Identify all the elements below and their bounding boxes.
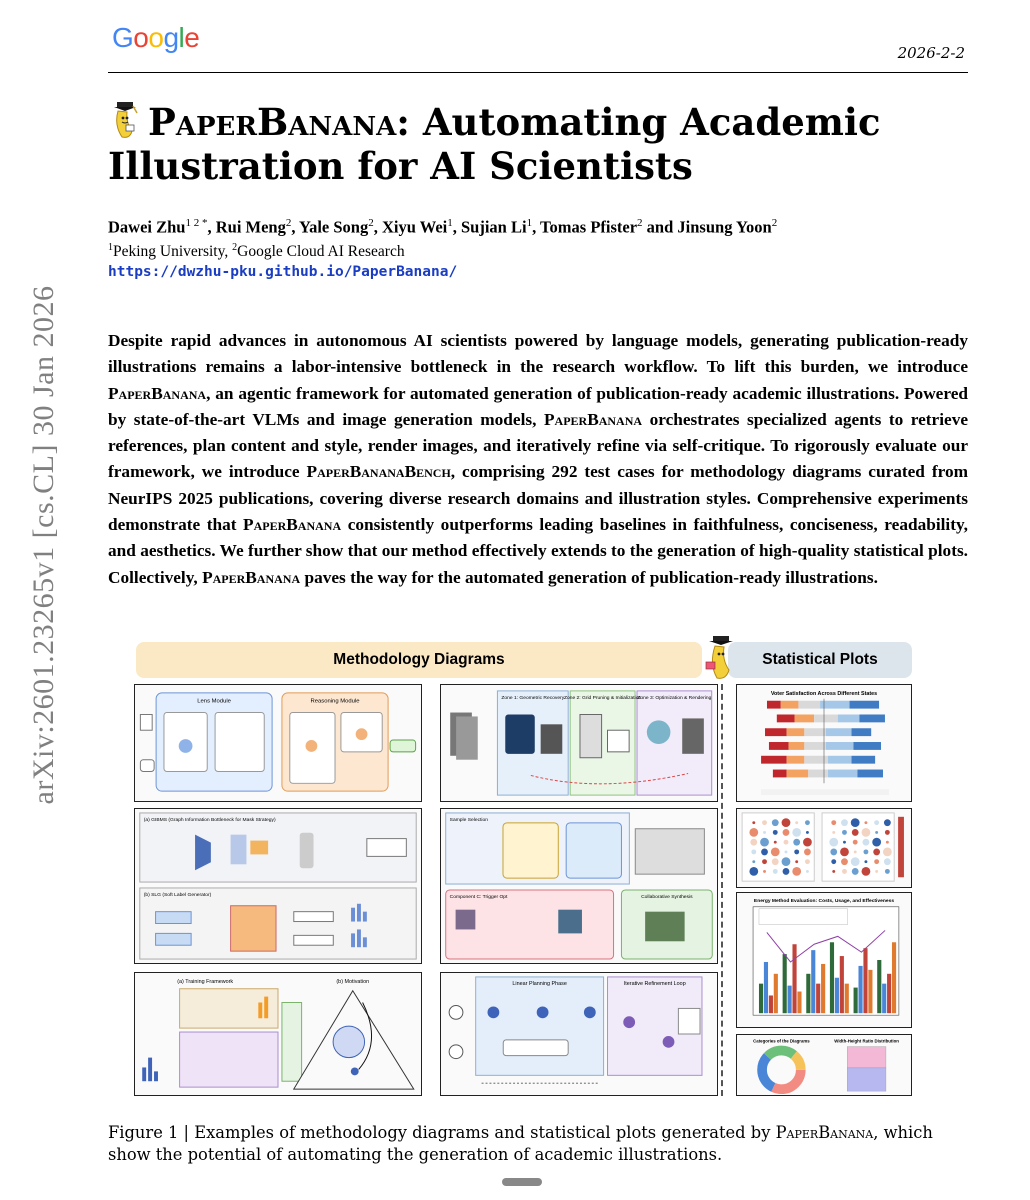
affiliations: $^1$Peking University, $^2$Google Cloud AI Research	[108, 242, 405, 261]
bubble-mark	[773, 869, 778, 874]
energy-bar	[877, 960, 881, 1013]
energy-bar	[854, 988, 858, 1014]
abstract-text: Despite rapid advances in autonomous AI scientists powered by language models, generating publication-ready illustrations remains a labor-intensive bottleneck in the research workflow. To lift this burden, we introduce	[108, 331, 968, 377]
energy-bar	[816, 984, 820, 1014]
energy-bar	[858, 966, 862, 1013]
bubble-mark	[875, 831, 878, 834]
energy-bar	[840, 956, 844, 1013]
tile-label: Linear Planning Phase	[512, 980, 567, 987]
scrollbar-handle[interactable]	[502, 1178, 542, 1186]
diagram-trigger	[441, 809, 717, 963]
affil-name: Google Cloud AI Research	[237, 243, 405, 261]
bubble-mark	[883, 848, 892, 857]
bubble-mark	[853, 840, 858, 845]
author-affil: 2	[637, 217, 643, 229]
plot-title: Voter Satisfaction Across Different States	[770, 690, 878, 697]
arxiv-stamp-text: arXiv:2601.23265v1 [cs.CL] 30 Jan 2026	[27, 285, 60, 805]
energy-bar	[835, 978, 839, 1013]
diagram-planning	[441, 973, 717, 1095]
bubble-mark	[863, 849, 868, 854]
statistical-header: Statistical Plots	[728, 642, 912, 678]
plot-energy	[737, 893, 911, 1027]
energy-bar	[863, 948, 867, 1013]
bubble-mark	[783, 868, 790, 875]
figure-1	[132, 640, 914, 1102]
diagram-tile-gibms-slg	[134, 808, 422, 964]
bubble-mark	[782, 818, 791, 827]
tile-label: Sample Selection	[449, 817, 488, 823]
bubble-mark	[863, 839, 870, 846]
bubble-mark	[864, 860, 867, 863]
diagram-tile-training	[134, 972, 422, 1096]
bubble-mark	[841, 819, 848, 826]
bubble-mark	[794, 849, 799, 854]
tile-label: Component C: Trigger Opt	[449, 894, 508, 900]
bubble-mark	[886, 841, 889, 844]
bubble-mark	[872, 838, 881, 847]
abstract-text: orchestrates specialized agents to retrieve references, plan content and style, render images, and iteratively refine via self-critique. To rigorously evaluate our framework, we introduce	[108, 409, 969, 482]
bubble-mark	[852, 829, 859, 836]
bubble-mark	[749, 828, 758, 837]
energy-bar	[845, 984, 849, 1014]
bubble-mark	[783, 829, 790, 836]
panel-divider	[721, 684, 723, 1096]
plot-title: Energy Method Evaluation: Costs, Usage, and Effectiveness	[753, 898, 895, 904]
bubble-mark	[884, 858, 891, 865]
bubble-mark	[852, 868, 859, 875]
bubble-mark	[804, 848, 811, 855]
plot-title: Width-Height Ratio Distribution	[834, 1038, 899, 1044]
energy-bar	[882, 984, 886, 1014]
plot-tile-energy	[736, 892, 912, 1028]
energy-bar	[783, 954, 787, 1013]
diagram-gibms-slg	[135, 809, 421, 963]
bubble-mark	[792, 828, 801, 837]
bubble-mark	[843, 841, 846, 844]
energy-bar	[887, 974, 891, 1013]
energy-bar	[797, 992, 801, 1014]
author-name: Sujian Li	[461, 217, 527, 237]
bubble-mark	[851, 818, 860, 827]
paper-title	[108, 100, 968, 188]
banana-mascot-icon	[704, 634, 738, 682]
bubble-mark	[832, 831, 835, 834]
bubble-mark	[795, 860, 798, 863]
energy-bar	[821, 964, 825, 1013]
energy-bar	[764, 962, 768, 1013]
bubble-mark	[842, 830, 847, 835]
tile-label: Zone 1: Geometric Recovery	[501, 695, 565, 701]
paper-title-line2: Illustration for AI Scientists	[108, 144, 693, 188]
google-logo: Google	[112, 22, 200, 53]
bubble-mark	[792, 867, 801, 876]
diagram-tile-zones	[440, 684, 718, 802]
bubble-mark	[762, 859, 767, 864]
bubble-mark	[793, 839, 800, 846]
bubble-mark	[840, 848, 849, 857]
bubble-mark	[752, 821, 755, 824]
bubble-mark	[806, 870, 809, 873]
affil-marker: 1	[108, 242, 113, 253]
energy-bar	[892, 942, 896, 1013]
bubble-mark	[885, 830, 890, 835]
bubble-mark	[763, 831, 766, 834]
methodology-header: Methodology Diagrams	[136, 642, 702, 678]
bubble-mark	[864, 821, 867, 824]
plot-tile-voter	[736, 684, 912, 802]
caption-text: Figure 1 | Examples of methodology diagrams and statistical plots generated by	[108, 1123, 776, 1142]
bubble-mark	[773, 830, 778, 835]
tile-label: (a) GIBMS (Graph Information Bottleneck for Mask Strategy)	[143, 817, 276, 823]
bubble-mark	[761, 848, 768, 855]
diagram-zones	[441, 685, 717, 801]
bubble-mark	[803, 838, 812, 847]
energy-bar	[788, 986, 792, 1014]
tile-label: Zone 2: Grid Pruning & Initialization	[563, 695, 642, 701]
author-name: Dawei Zhu	[108, 217, 186, 237]
tile-label: (a) Training Framework	[177, 978, 234, 985]
bubble-mark	[806, 831, 809, 834]
bubble-mark	[772, 858, 779, 865]
author-name: Xiyu Wei	[381, 217, 448, 237]
tile-label: Reasoning Module	[310, 698, 360, 705]
paper-title-line1: : Automating Academic	[396, 100, 881, 144]
author-name: Tomas Pfister	[540, 217, 638, 237]
plot-title: Categories of the Diagrams	[753, 1038, 810, 1044]
bubble-mark	[841, 858, 848, 865]
energy-bar	[759, 984, 763, 1014]
bubble-mark	[884, 819, 891, 826]
author-name: Jinsung Yoon	[677, 217, 772, 237]
bubble-mark	[830, 848, 837, 855]
figure-caption	[108, 1122, 968, 1166]
author-affil: 1 2 *	[185, 217, 208, 229]
bubble-mark	[875, 870, 878, 873]
bubble-mark	[760, 838, 769, 847]
bubble-mark	[774, 841, 777, 844]
abstract-text: consistently outperforms leading baselines in faithfulness, conciseness, readability, and aesthetics. We further show that our method effectively extends to the generation of high-quality statistical plots. Collectively,	[108, 515, 968, 587]
plot-tile-categories	[736, 1034, 912, 1096]
author-affil: 2	[285, 217, 292, 229]
banana-mascot-icon	[108, 101, 142, 141]
voter-bars	[761, 701, 885, 778]
diagram-training	[135, 973, 421, 1095]
abstract-name: PaperBanana	[543, 409, 643, 429]
author-name: Yale Song	[299, 217, 369, 237]
energy-bar	[806, 974, 810, 1013]
bubble-mark	[842, 869, 847, 874]
paper-title-name: PaperBanana	[148, 100, 397, 144]
tile-label: (b) Motivation	[336, 978, 370, 985]
bubble-mark	[831, 820, 836, 825]
abstract-name: PaperBananaBench	[306, 462, 451, 482]
diagram-tile-lens-reasoning	[134, 684, 422, 802]
energy-bar	[868, 970, 872, 1013]
diagram-tile-planning	[440, 972, 718, 1096]
date: 2026-2-2	[897, 44, 965, 62]
tile-label: Lens Module	[197, 698, 231, 705]
bubble-mark	[851, 857, 860, 866]
author-affil: 1	[447, 217, 453, 229]
tile-label: Iterative Refinement Loop	[623, 980, 686, 987]
bubble-mark	[862, 828, 871, 837]
energy-bar	[774, 974, 778, 1013]
bubble-mark	[771, 848, 780, 857]
abstract	[108, 328, 968, 591]
bubble-mark	[782, 857, 791, 866]
bubble-mark	[832, 870, 835, 873]
abstract-text: , comprising 292 test cases for methodology diagrams curated from NeurIPS 2025 publications, covering diverse research domains and illustration styles. Comprehensive experiments demonstrate that	[108, 462, 968, 535]
plot-bubbles	[737, 809, 911, 887]
bubble-mark	[862, 867, 871, 876]
author-name: Rui Meng	[215, 217, 286, 237]
bubble-mark	[751, 849, 756, 854]
author-affil: 2	[368, 217, 374, 229]
bubble-mark	[874, 859, 879, 864]
bubble-mark	[762, 820, 767, 825]
bubble-mark	[805, 859, 810, 864]
bubble-mark	[785, 850, 788, 853]
arxiv-stamp	[24, 285, 64, 805]
header-rule	[108, 72, 968, 73]
bubble-mark	[772, 819, 779, 826]
tile-label: Zone 3: Optimization & Rendering	[637, 695, 712, 701]
bubble-mark	[752, 860, 755, 863]
project-link[interactable]: https://dwzhu-pku.github.io/PaperBanana/	[108, 264, 458, 280]
bubble-mark	[874, 820, 879, 825]
energy-bar	[811, 950, 815, 1013]
caption-name: PaperBanana	[775, 1123, 874, 1142]
author-affil: 2	[771, 217, 778, 229]
bubble-mark	[763, 870, 766, 873]
abstract-name: PaperBanana	[202, 567, 301, 587]
author-list: Dawei Zhu$^{1 2 *}$, Rui Meng$^2$, Yale Song$^2$, Xiyu Wei$^1$, Sujian Li$^1$, Tomas Pfister$^2$ and Jinsung Yoon$^2$	[108, 217, 778, 237]
bubble-mark	[885, 869, 890, 874]
bubble-mark	[831, 859, 836, 864]
bubble-mark	[749, 867, 758, 876]
bubble-mark	[873, 848, 880, 855]
tile-label: Collaborative Synthesis	[641, 894, 693, 900]
bubble-mark	[784, 840, 789, 845]
plot-tile-bubbles	[736, 808, 912, 888]
caption-text: , which show the potential of automating the generation of academic illustrations.	[108, 1123, 933, 1164]
energy-bar	[769, 995, 773, 1013]
plot-categories	[737, 1035, 911, 1095]
author-affil: 1	[526, 217, 533, 229]
affil-marker: 2	[232, 242, 238, 253]
bubble-mark	[795, 821, 798, 824]
abstract-name: PaperBanana	[243, 515, 342, 535]
diagram-tile-trigger	[440, 808, 718, 964]
abstract-name: PaperBanana	[108, 383, 207, 403]
bubble-mark	[750, 839, 757, 846]
abstract-text: paves the way for the automated generation of publication-ready illustrations.	[300, 567, 878, 587]
bubble-mark	[829, 838, 838, 847]
affil-name: Peking University	[113, 243, 225, 261]
bubble-mark	[805, 820, 810, 825]
energy-bar	[792, 944, 796, 1013]
diagram-lens-reasoning	[135, 685, 421, 801]
energy-bar	[830, 942, 834, 1013]
tile-label: (b) SLG (Soft Label Generator)	[143, 892, 212, 898]
plot-voter	[737, 685, 911, 801]
abstract-text: , an agentic framework for automated generation of publication-ready academic illustrations. Powered by state-of-the-art VLMs and image generation models,	[108, 383, 968, 429]
bubble-mark	[854, 850, 857, 853]
